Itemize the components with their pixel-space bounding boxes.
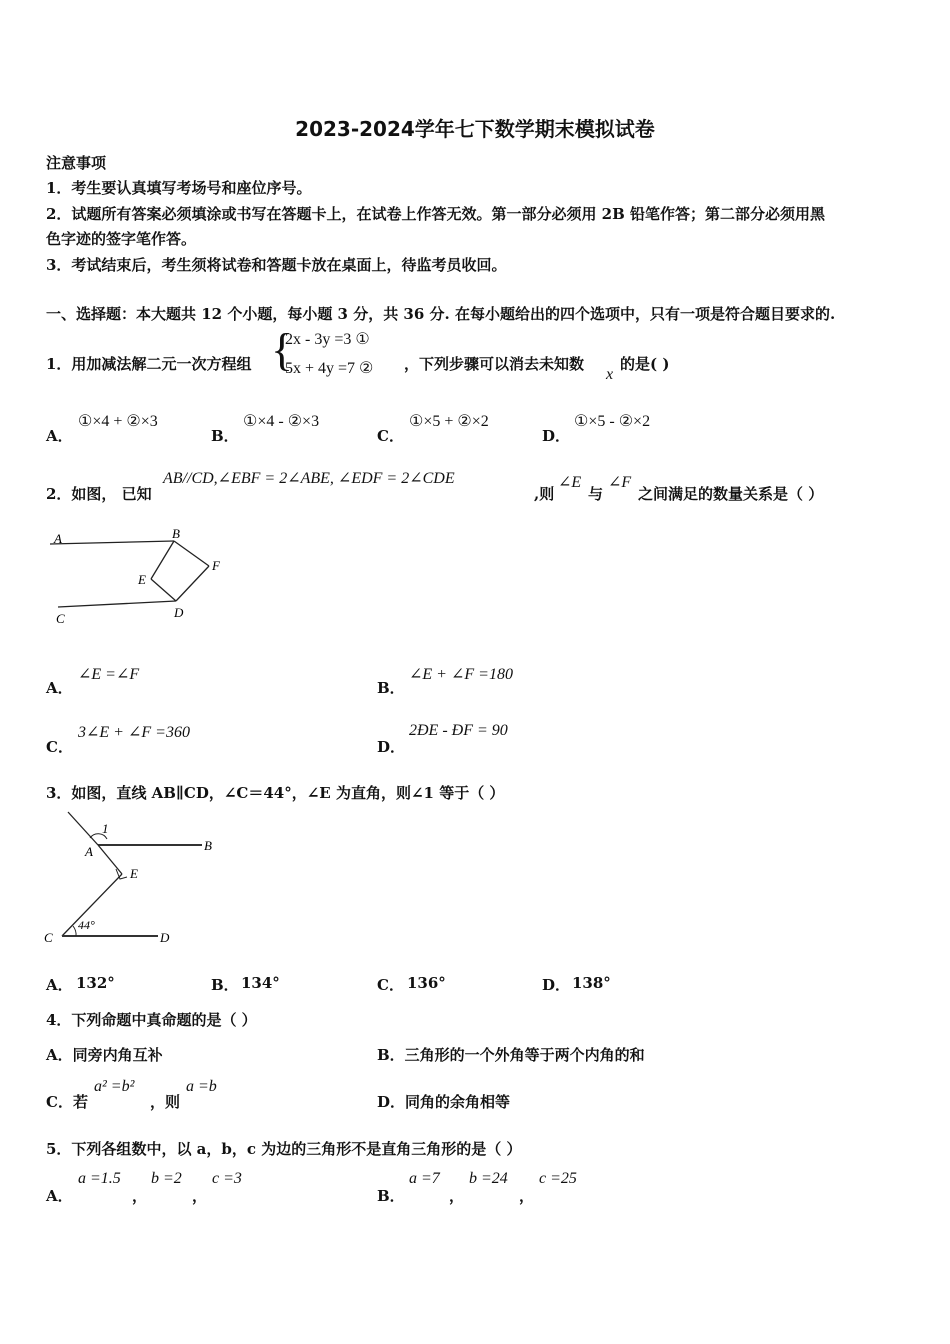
q2-condition: AB//CD,∠EBF = 2∠ABE, ∠EDF = 2∠CDE — [163, 470, 455, 487]
segment-ed — [151, 579, 176, 601]
notice-item: 3．考试结束后，考生须将试卷和答题卡放在桌面上，待监考员收回。 — [46, 256, 507, 274]
q1-equation-1: 2x - 3y =3 ① — [285, 331, 370, 348]
q5-option-b-b: b =24 — [469, 1170, 508, 1187]
q4-option-c-expr: a =b — [186, 1078, 217, 1095]
notice-item: 色字迹的签字笔作答。 — [46, 230, 197, 248]
q4-option-c-mid: ，则 — [150, 1093, 181, 1111]
q1-option-c-label: C． — [377, 427, 404, 445]
q3-option-b: 134° — [241, 974, 280, 992]
q1-option-b: ①×4 - ②×3 — [243, 413, 320, 430]
q2-option-a: ∠E =∠F — [78, 666, 140, 683]
q2-angle-f: ∠F — [608, 474, 632, 491]
label-1: 1 — [102, 821, 109, 836]
label-c: C — [44, 930, 53, 945]
q3-option-c: 136° — [407, 974, 446, 992]
q3-option-d-label: D． — [542, 976, 571, 994]
q1-equation-2: 5x + 4y =7 ② — [285, 360, 374, 377]
segment-bf — [174, 541, 209, 566]
label-a: A — [54, 531, 62, 546]
label-44: 44° — [78, 918, 95, 932]
segment-fd — [176, 566, 209, 601]
q4-option-c-expr: a² =b² — [94, 1078, 135, 1095]
q1-option-c: ①×5 + ②×2 — [409, 413, 489, 430]
q3-figure — [40, 808, 240, 950]
q3-option-b-label: B． — [211, 976, 239, 994]
label-a: A — [85, 844, 93, 859]
separator: ， — [449, 1187, 465, 1205]
q4-option-a: A．同旁内角互补 — [46, 1046, 163, 1064]
q1-option-d: ①×5 - ②×2 — [574, 413, 651, 430]
q1-stem-end: 的是( ) — [620, 355, 670, 373]
q1-stem: 1．用加减法解二元一次方程组 — [46, 355, 252, 373]
label-b: B — [172, 526, 180, 541]
separator: ， — [519, 1187, 535, 1205]
label-e: E — [138, 572, 146, 587]
separator: ， — [132, 1187, 148, 1205]
q2-option-c: 3∠E + ∠F =360 — [78, 724, 190, 741]
q5-option-b-c: c =25 — [539, 1170, 577, 1187]
label-d: D — [160, 930, 170, 945]
q2-stem-end: 之间满足的数量关系是（ ） — [638, 485, 824, 503]
page-title: 2023-2024学年七下数学期末模拟试卷 — [295, 117, 655, 141]
q2-option-c-label: C． — [46, 738, 73, 756]
q2-option-b-label: B． — [377, 679, 405, 697]
q3-option-d: 138° — [572, 974, 611, 992]
q3-option-a-label: A． — [46, 976, 73, 994]
q4-stem: 4．下列命题中真命题的是（ ） — [46, 1011, 257, 1029]
ray-through-a — [68, 812, 98, 845]
label-f: F — [212, 558, 220, 573]
q5-stem: 5．下列各组数中，以 a，b，c 为边的三角形不是直角三角形的是（ ） — [46, 1140, 522, 1158]
q1-stem-mid: ，下列步骤可以消去未知数 — [404, 355, 585, 373]
q2-stem: 2．如图， 已知 — [46, 485, 152, 503]
line-cd — [58, 601, 176, 607]
q1-variable: x — [606, 366, 614, 383]
q4-option-d: D．同角的余角相等 — [377, 1093, 511, 1111]
angle-c-arc — [73, 926, 76, 936]
q1-option-b-label: B． — [211, 427, 239, 445]
q2-option-b: ∠E + ∠F =180 — [409, 666, 513, 683]
q5-option-a-b: b =2 — [151, 1170, 182, 1187]
line-ab — [50, 541, 174, 544]
label-b: B — [204, 838, 212, 853]
q2-option-a-label: A． — [46, 679, 73, 697]
q3-option-a: 132° — [76, 974, 115, 992]
separator: ， — [192, 1187, 208, 1205]
q5-option-a-c: c =3 — [212, 1170, 242, 1187]
q5-option-a-a: a =1.5 — [78, 1170, 121, 1187]
label-d: D — [174, 605, 184, 620]
q3-stem: 3．如图，直线 AB∥CD，∠C＝44°，∠E 为直角，则∠1 等于（ ） — [46, 784, 505, 802]
q5-option-b-label: B． — [377, 1187, 405, 1205]
q3-option-c-label: C． — [377, 976, 404, 994]
q1-option-a: ①×4 + ②×3 — [78, 413, 158, 430]
system-brace: { — [271, 324, 294, 375]
notice-heading: 注意事项 — [46, 154, 107, 172]
q2-angle-e: ∠E — [558, 474, 582, 491]
q1-option-a-label: A． — [46, 427, 73, 445]
segment-ae — [98, 845, 122, 874]
q2-stem-mid: 与 — [588, 485, 604, 503]
segment-be — [151, 541, 174, 579]
q2-option-d: 2ÐE - ÐF = 90 — [409, 722, 508, 739]
label-e: E — [130, 866, 138, 881]
q2-figure — [46, 522, 246, 632]
section-heading: 一、选择题：本大题共 12 个小题，每小题 3 分，共 36 分. 在每小题给出的四个选项中，只有一项是符合题目要求的. — [46, 305, 836, 323]
notice-item: 1．考生要认真填写考场号和座位序号。 — [46, 179, 312, 197]
q1-option-d-label: D． — [542, 427, 571, 445]
q4-option-c-label: C．若 — [46, 1093, 88, 1111]
q5-option-a-label: A． — [46, 1187, 73, 1205]
q2-option-d-label: D． — [377, 738, 406, 756]
notice-item: 2．试题所有答案必须填涂或书写在答题卡上，在试卷上作答无效。第一部分必须用 2B 铅笔作答；第二部分必须用黑 — [46, 205, 826, 223]
label-c: C — [56, 611, 65, 626]
q4-option-b: B．三角形的一个外角等于两个内角的和 — [377, 1046, 645, 1064]
q5-option-b-a: a =7 — [409, 1170, 440, 1187]
q2-stem-mid: ,则 — [534, 485, 555, 503]
